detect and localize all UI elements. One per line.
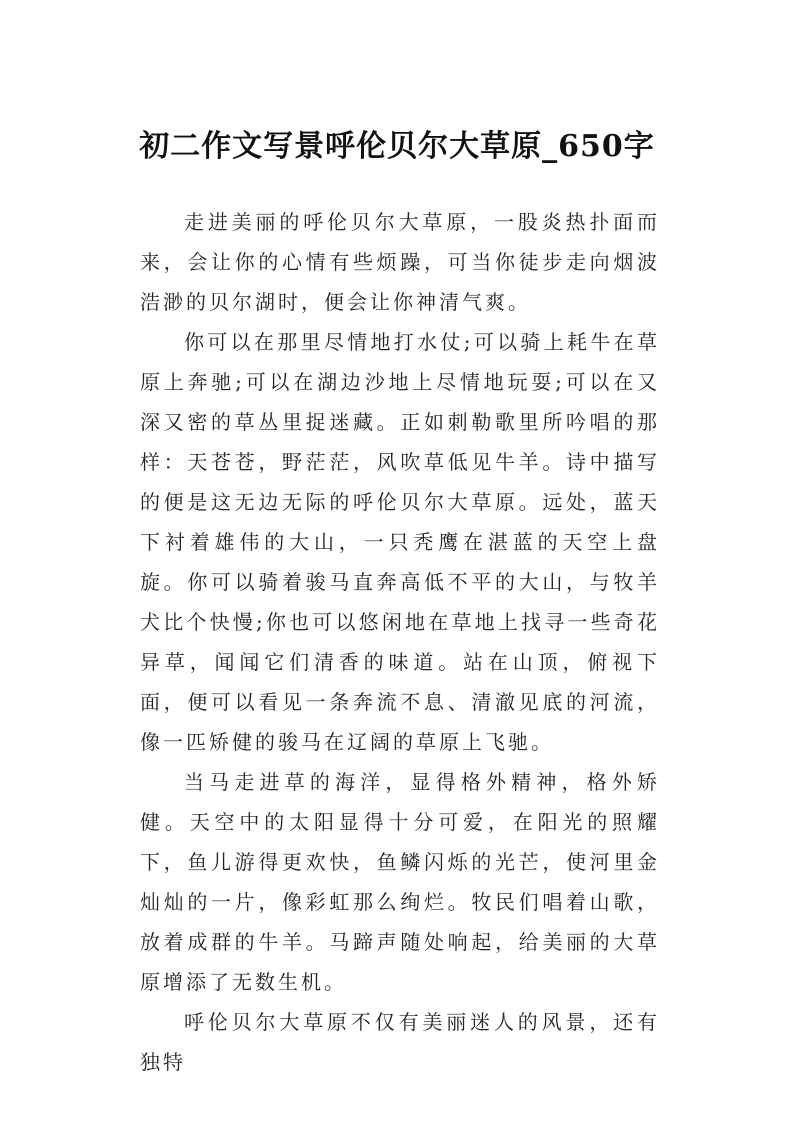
paragraph-2: 你可以在那里尽情地打水仗;可以骑上耗牛在草原上奔驰;可以在湖边沙地上尽情地玩耍;可以在又深又密的草丛里捉迷藏。正如刺勒歌里所吟唱的那样：天苍苍，野茫茫，风吹草低见牛羊。诗中描写的便是这无边无际的呼伦贝尔大草原。远处，蓝天下衬着雄伟的大山，一只秃鹰在湛蓝的天空上盘旋。你可以骑着骏马直奔高低不平的大山，与牧羊犬比个快慢;你也可以悠闲地在草地上找寻一些奇花异草，闻闻它们清香的味道。站在山顶，俯视下面，便可以看见一条奔流不息、清澈见底的河流，像一匹矫健的骏马在辽阔的草原上飞驰。 [140, 330, 660, 754]
document-body [140, 202, 660, 1082]
paragraph-1: 走进美丽的呼伦贝尔大草原，一股炎热扑面而来，会让你的心情有些烦躁，可当你徒步走向烟波浩渺的贝尔湖时，便会让你神清气爽。 [140, 210, 660, 314]
paragraph-4: 呼伦贝尔大草原不仅有美丽迷人的风景，还有独特 [140, 1010, 660, 1074]
document-title: 初二作文写景呼伦贝尔大草原_650字 [139, 129, 655, 165]
paragraph-3: 当马走进草的海洋，显得格外精神，格外矫健。天空中的太阳显得十分可爱，在阳光的照耀下，鱼儿游得更欢快，鱼鳞闪烁的光芒，使河里金灿灿的一片，像彩虹那么绚烂。牧民们唱着山歌，放着成群的牛羊。马蹄声随处响起，给美丽的大草原增添了无数生机。 [140, 770, 660, 994]
